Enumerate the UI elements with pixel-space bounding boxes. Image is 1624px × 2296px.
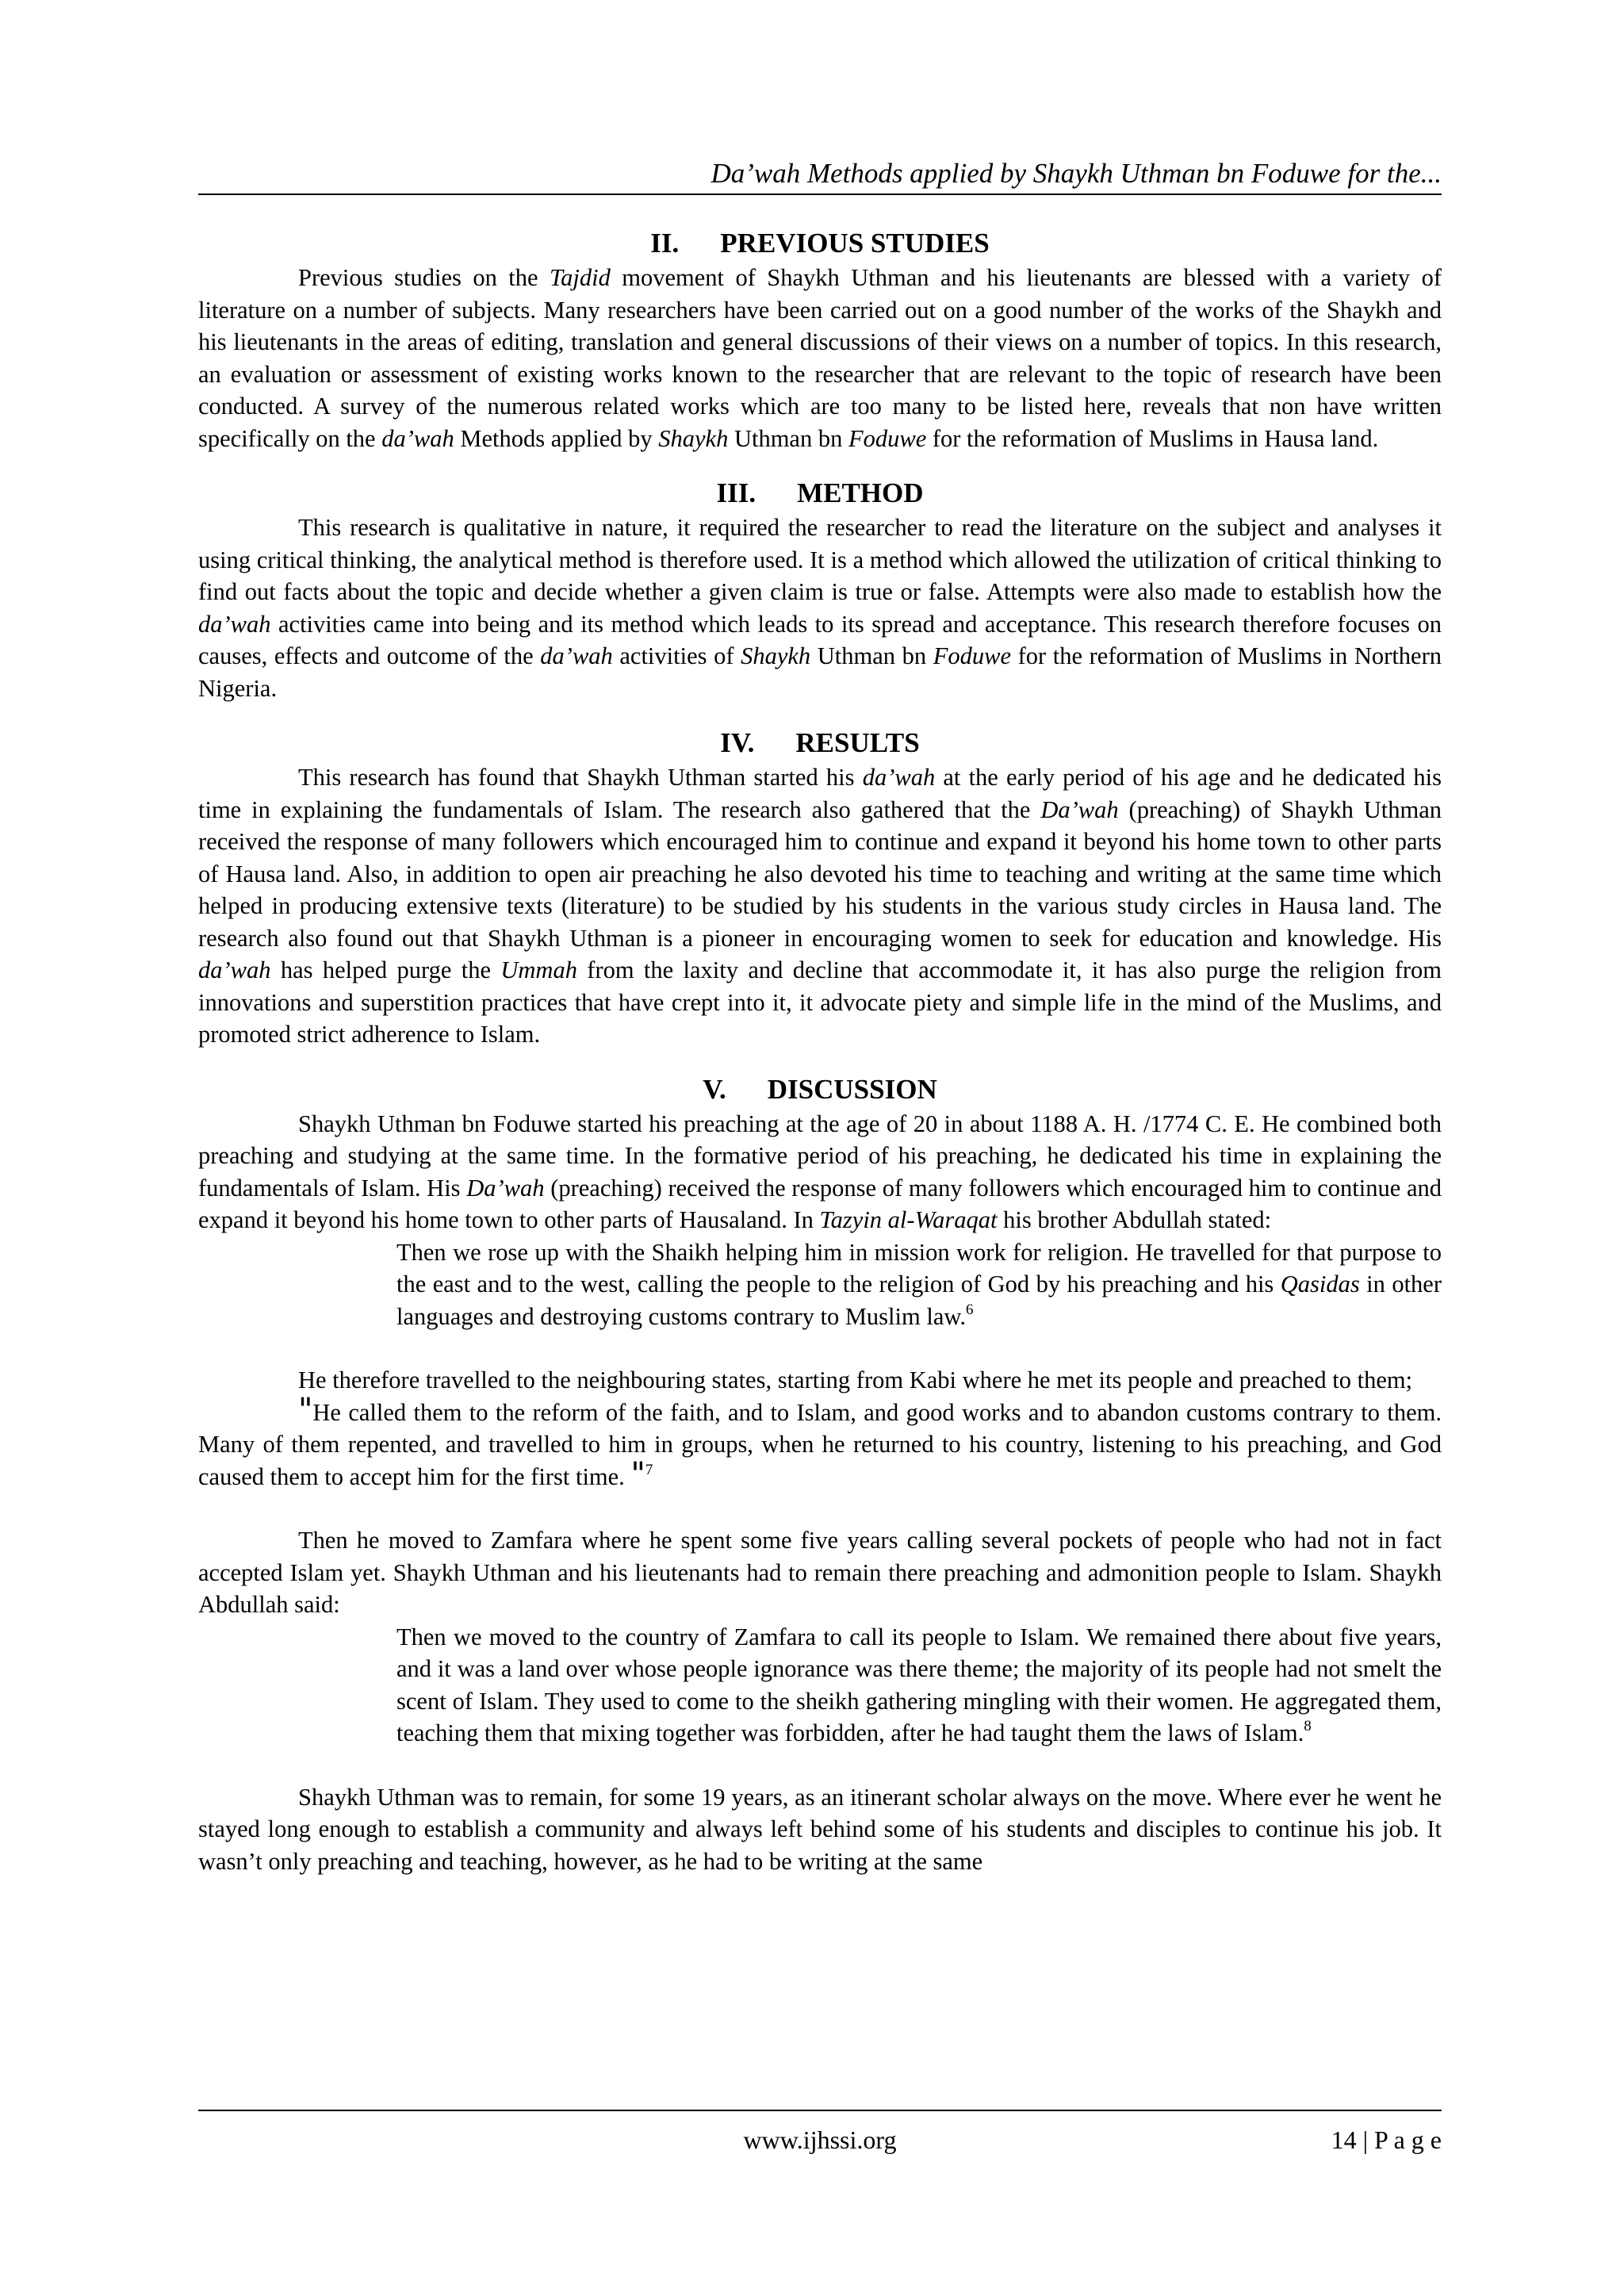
header-rule <box>198 194 1442 195</box>
italic-term: da’wah <box>198 610 271 638</box>
page-number: 14 | P a g e <box>1331 2125 1442 2154</box>
page-footer <box>198 2122 1442 2157</box>
italic-term: da’wah <box>381 424 454 452</box>
italic-term: da’wah <box>198 956 271 983</box>
article-body <box>198 225 1442 1877</box>
text-run: has helped purge the <box>270 956 501 983</box>
running-head: Da’wah Methods applied by Shaykh Uthman bn Foduwe for the... <box>710 158 1442 189</box>
paragraph-previous-studies <box>198 262 1442 454</box>
section-heading-method <box>198 475 1442 512</box>
block-quote-zamfara <box>396 1621 1442 1750</box>
text-run: activities of <box>612 642 741 669</box>
italic-term: Da’wah <box>1040 795 1119 823</box>
italic-term: da’wah <box>540 642 613 669</box>
text-run: He called them to the reform of the faith, and to Islam, and good works and to abandon customs contrary to them. Many of them repented, and travelled to him in groups, when he returned to his country, listening to his preaching, and God caused them to accept him for the first time. <box>198 1398 1442 1490</box>
paragraph-discussion-intro <box>198 1108 1442 1236</box>
section-number: V. <box>703 1073 726 1105</box>
text-run: (preaching) of Shaykh Uthman received the response of many followers which encouraged him to continue and expand it beyond his home town to other parts of Hausa land. Also, in addition to open air preaching he also devoted his time to teaching and writing at the same time which helped in producing extensive texts (literature) to be studied by his students in the various study circles in Hausa land. The research also found out that Shaykh Uthman is a pioneer in encouraging women to seek for education and knowledge. His <box>198 795 1442 952</box>
footer-rule <box>198 2110 1442 2111</box>
section-heading-discussion <box>198 1071 1442 1108</box>
section-number: IV. <box>720 727 755 758</box>
text-run: Then we rose up with the Shaikh helping him in mission work for religion. He travelled for that purpose to the east and to the west, calling the people to the religion of God by his preaching and his <box>396 1238 1442 1297</box>
italic-term: da’wah <box>862 764 936 791</box>
text-run: movement of Shaykh Uthman and his lieutenants are blessed with a variety of literature on a number of subjects. Many researchers have been carried out on a good number of the works of the Shaykh and his lieutenants in the areas of editing, translation and general discussions of their views on a number of topics. In this research, an evaluation or assessment of existing works known to the researcher that are relevant to the topic of research have been conducted. A survey of the numerous related works which are too many to be listed here, reveals that non have written specifically on the <box>198 264 1442 452</box>
text-run: (preaching) received the response of many followers which encouraged him to continue and expand it beyond his home town to other parts of Hausaland. In <box>198 1174 1442 1233</box>
paragraph-kabi: He therefore travelled to the neighbouring states, starting from Kabi where he met its people and preached to them; <box>298 1366 1413 1393</box>
section-title: DISCUSSION <box>767 1073 937 1105</box>
text-run: Methods applied by <box>454 424 659 452</box>
paragraph-method <box>198 512 1442 704</box>
text-run: activities came into being and its method which leads to its spread and acceptance. This research therefore focuses on causes, effects and outcome of the <box>198 610 1442 669</box>
footnote-ref: 8 <box>1304 1718 1312 1734</box>
section-heading-previous-studies <box>198 225 1442 262</box>
text-run: Uthman bn <box>810 642 933 669</box>
text-run: his brother Abdullah stated: <box>997 1206 1272 1233</box>
quote-mark: " <box>298 1391 313 1428</box>
text-run: for the reformation of Muslims in Northern Nigeria. <box>198 642 1442 702</box>
text-run: at the early period of his age and he dedicated his time in explaining the fundamentals of Islam. The research also gathered that the <box>198 764 1442 823</box>
italic-term: Shaykh <box>658 424 729 452</box>
section-heading-results <box>198 725 1442 761</box>
paragraph-results <box>198 761 1442 1051</box>
section-title: PREVIOUS STUDIES <box>720 228 990 259</box>
italic-term: Tazyin al-Waraqat <box>819 1206 998 1233</box>
text-run: in other languages and destroying customs contrary to Muslim law. <box>396 1271 1442 1330</box>
text-run: from the laxity and decline that accommodate it, it has also purge the religion from innovations and superstition practices that have crept into it, it advocate piety and simple life in the mind of the Muslims, and promoted strict adherence to Islam. <box>198 956 1442 1048</box>
paragraph-itinerant: Shaykh Uthman was to remain, for some 19 years, as an itinerant scholar always on the move. Where ever he went he stayed long enough to establish a community and always left behind some of his students and disciples to continue his job. It wasn’t only preaching and teaching, however, as he had to be writing at the same <box>198 1783 1442 1875</box>
italic-term: Shaykh <box>741 642 811 669</box>
inline-quote-kabi <box>198 1391 1442 1493</box>
section-title: METHOD <box>797 477 924 508</box>
quote-mark: " <box>630 1455 645 1493</box>
text-run: Previous studies on the <box>298 264 550 291</box>
italic-term: Ummah <box>500 956 577 983</box>
section-title: RESULTS <box>795 727 920 758</box>
section-number: III. <box>716 477 756 508</box>
text-run: This research is qualitative in nature, it required the researcher to read the literature on the subject and analyses it using critical thinking, the analytical method is therefore used. It is a method which allowed the utilization of critical thinking to find out facts about the topic and decide whether a given claim is true or false. Attempts were also made to establish how the <box>198 514 1442 605</box>
text-run: Then we moved to the country of Zamfara to call its people to Islam. We remained there about five years, and it was a land over whose people ignorance was there theme; the majority of its people had not smelt the scent of Islam. They used to come to the sheikh gathering mingling with their women. He aggregated them, teaching them that mixing together was forbidden, after he had taught them the laws of Islam. <box>396 1623 1442 1746</box>
italic-term: Tajdid <box>549 264 611 291</box>
footer-url: www.ijhssi.org <box>743 2125 897 2154</box>
italic-term: Qasidas <box>1280 1271 1360 1297</box>
text-run: Uthman bn <box>728 424 848 452</box>
paragraph-zamfara: Then he moved to Zamfara where he spent some five years calling several pockets of people who had not in fact accepted Islam yet. Shaykh Uthman and his lieutenants had to remain there preaching and admonition people to Islam. Shaykh Abdullah said: <box>198 1527 1442 1618</box>
italic-term: Foduwe <box>933 642 1011 669</box>
italic-term: Foduwe <box>848 424 927 452</box>
footnote-ref: 6 <box>966 1301 974 1318</box>
text-run: This research has found that Shaykh Uthman started his <box>298 764 863 791</box>
text-run: Shaykh Uthman bn Foduwe started his preaching at the age of 20 in about 1188 A. H. /1774 C. E. He combined both preaching and studying at the same time. In the formative period of his preaching, he dedicated his time in explaining the fundamentals of Islam. His <box>198 1110 1442 1202</box>
text-run: for the reformation of Muslims in Hausa land. <box>926 424 1379 452</box>
block-quote-abdullah <box>396 1236 1442 1333</box>
italic-term: Da’wah <box>466 1174 545 1202</box>
footnote-ref: 7 <box>645 1461 653 1478</box>
section-number: II. <box>650 228 680 259</box>
